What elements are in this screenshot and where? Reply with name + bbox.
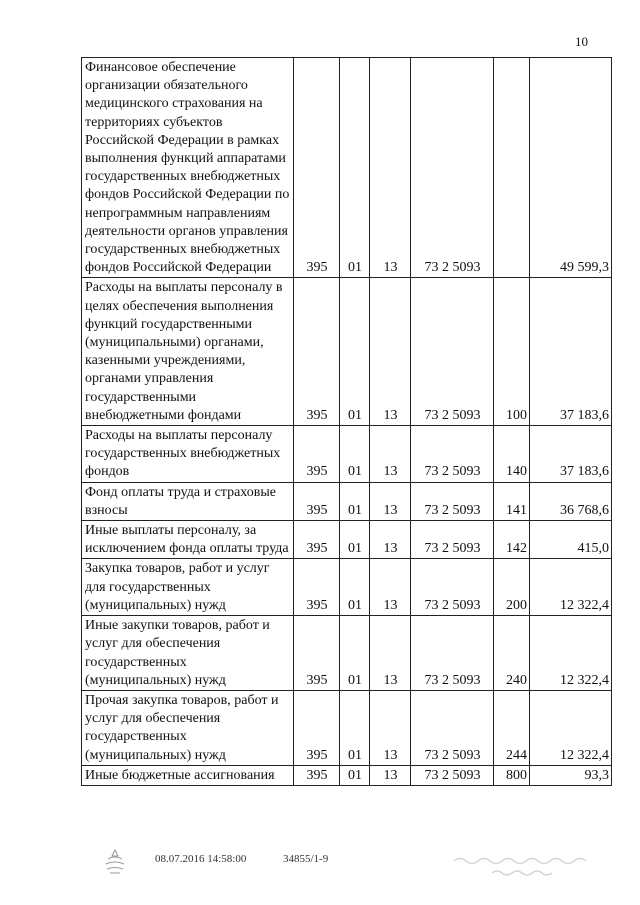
row-target-code: 73 2 5093 <box>411 58 494 278</box>
row-name <box>82 426 294 483</box>
row-amount: 36 768,6 <box>530 482 612 520</box>
row-expense-type-code: 100 <box>494 278 530 426</box>
row-target-code: 73 2 5093 <box>411 521 494 559</box>
row-target-code: 73 2 5093 <box>411 278 494 426</box>
row-target-code: 73 2 5093 <box>411 690 494 765</box>
row-name <box>82 690 294 765</box>
row-target-code: 73 2 5093 <box>411 559 494 616</box>
row-ministry-code: 395 <box>294 482 340 520</box>
row-name <box>82 559 294 616</box>
row-section-code: 01 <box>340 482 370 520</box>
row-amount: 93,3 <box>530 765 612 785</box>
row-amount: 12 322,4 <box>530 690 612 765</box>
row-target-code: 73 2 5093 <box>411 616 494 691</box>
budget-table <box>81 57 612 786</box>
row-subsection-code: 13 <box>370 482 411 520</box>
row-subsection-code: 13 <box>370 616 411 691</box>
row-name-text: Закупка товаров, работ и услуг для государственных (муниципальных) нужд <box>85 561 270 613</box>
row-name <box>82 482 294 520</box>
table-row <box>82 765 612 785</box>
row-section-code: 01 <box>340 426 370 483</box>
row-name <box>82 278 294 426</box>
row-expense-type-code: 800 <box>494 765 530 785</box>
row-expense-type-code: 244 <box>494 690 530 765</box>
row-amount: 37 183,6 <box>530 278 612 426</box>
row-expense-type-code <box>494 58 530 278</box>
table-row <box>82 482 612 520</box>
row-ministry-code: 395 <box>294 521 340 559</box>
row-subsection-code: 13 <box>370 426 411 483</box>
row-name-text: Расходы на выплаты персоналу в целях обеспечения выполнения функций государственными (муниципальными) органами, казенными учреждениями, органами управления государственными внебюджетными фондами <box>85 280 283 423</box>
row-expense-type-code: 141 <box>494 482 530 520</box>
row-expense-type-code: 240 <box>494 616 530 691</box>
row-ministry-code: 395 <box>294 616 340 691</box>
row-section-code: 01 <box>340 278 370 426</box>
row-name-text: Прочая закупка товаров, работ и услуг для обеспечения государственных (муниципальных) нужд <box>85 692 279 763</box>
seal-icon <box>98 847 132 877</box>
row-subsection-code: 13 <box>370 521 411 559</box>
row-subsection-code: 13 <box>370 765 411 785</box>
row-name-text: Иные бюджетные ассигнования <box>85 767 275 783</box>
row-amount: 12 322,4 <box>530 616 612 691</box>
row-name <box>82 521 294 559</box>
row-amount: 415,0 <box>530 521 612 559</box>
row-section-code: 01 <box>340 616 370 691</box>
footer-timestamp: 08.07.2016 14:58:00 <box>155 853 247 865</box>
row-section-code: 01 <box>340 690 370 765</box>
row-section-code: 01 <box>340 521 370 559</box>
row-expense-type-code: 140 <box>494 426 530 483</box>
row-ministry-code: 395 <box>294 765 340 785</box>
table-row <box>82 521 612 559</box>
row-section-code: 01 <box>340 765 370 785</box>
row-name <box>82 58 294 278</box>
row-ministry-code: 395 <box>294 426 340 483</box>
row-amount: 37 183,6 <box>530 426 612 483</box>
row-expense-type-code: 200 <box>494 559 530 616</box>
table-row <box>82 559 612 616</box>
footer-document-number: 34855/1-9 <box>283 853 329 865</box>
row-name-text: Иные закупки товаров, работ и услуг для обеспечения государственных (муниципальных) нужд <box>85 618 270 688</box>
table-row <box>82 690 612 765</box>
row-name <box>82 765 294 785</box>
table-row <box>82 616 612 691</box>
table-row <box>82 58 612 278</box>
row-name-text: Фонд оплаты труда и страховые взносы <box>85 484 276 518</box>
row-section-code: 01 <box>340 559 370 616</box>
row-subsection-code: 13 <box>370 278 411 426</box>
row-name-text: Иные выплаты персоналу, за исключением фонда оплаты труда <box>85 523 289 557</box>
table-row <box>82 426 612 483</box>
row-target-code: 73 2 5093 <box>411 765 494 785</box>
table-row <box>82 278 612 426</box>
row-amount: 12 322,4 <box>530 559 612 616</box>
row-expense-type-code: 142 <box>494 521 530 559</box>
page-number: 10 <box>575 34 588 49</box>
row-section-code: 01 <box>340 58 370 278</box>
row-ministry-code: 395 <box>294 559 340 616</box>
row-ministry-code: 395 <box>294 58 340 278</box>
row-target-code: 73 2 5093 <box>411 482 494 520</box>
row-ministry-code: 395 <box>294 690 340 765</box>
row-name-text: Расходы на выплаты персоналу государственных внебюджетных фондов <box>85 428 281 480</box>
row-subsection-code: 13 <box>370 690 411 765</box>
footer <box>0 851 640 891</box>
row-target-code: 73 2 5093 <box>411 426 494 483</box>
row-name-text: Финансовое обеспечение организации обязательного медицинского страхования на территориях субъектов Российской Федерации в рамках выполнения функций аппаратами государственных внебюджетных фондов Российской Федерации по непрограммным направлениям деятельности органов управления государственных внебюджетных фондов Российской Федерации <box>85 60 290 276</box>
row-subsection-code: 13 <box>370 58 411 278</box>
row-subsection-code: 13 <box>370 559 411 616</box>
row-amount: 49 599,3 <box>530 58 612 278</box>
row-ministry-code: 395 <box>294 278 340 426</box>
faint-stamp-icon <box>452 851 602 881</box>
row-name <box>82 616 294 691</box>
